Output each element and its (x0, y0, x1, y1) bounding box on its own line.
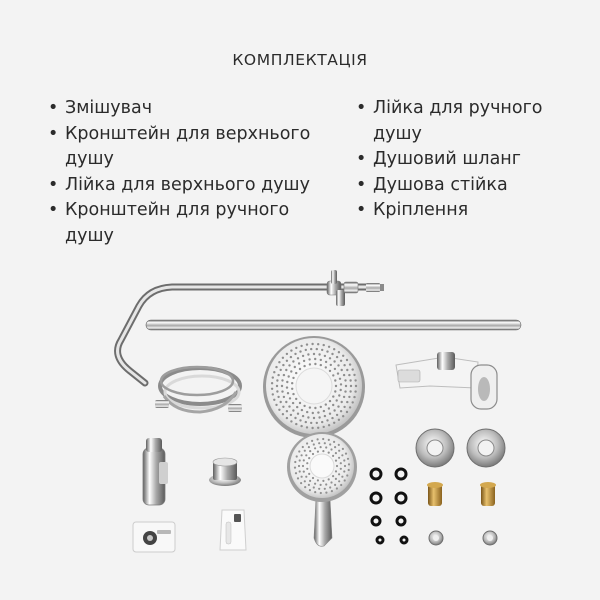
nozzle-dot (328, 424, 330, 426)
nozzle-dot (332, 455, 334, 457)
nozzle-dot (294, 366, 296, 368)
nozzle-dot (313, 443, 315, 445)
small-nuts-image (429, 531, 497, 545)
nozzle-dot (283, 396, 285, 398)
nozzle-dot (320, 406, 322, 408)
nozzle-dot (314, 447, 316, 449)
nozzle-dot (325, 483, 327, 485)
nozzle-dot (306, 468, 308, 470)
package-item-hose: • Душовий шланг (356, 147, 566, 173)
nozzle-dot (349, 363, 351, 365)
nozzle-dot (295, 398, 297, 400)
nozzle-dot (333, 348, 335, 350)
nozzle-dot (314, 483, 316, 485)
package-item-rail: • Душова стійка (356, 173, 566, 199)
nozzle-dot (344, 379, 346, 381)
nozzle-dot (282, 364, 284, 366)
nozzle-dot (297, 357, 299, 359)
nozzle-dot (286, 353, 288, 355)
nozzle-dot (314, 363, 316, 365)
nozzle-dot (324, 442, 326, 444)
nozzle-dot (349, 390, 351, 392)
nozzle-dot (341, 401, 343, 403)
nozzle-dot (313, 486, 315, 488)
wall-flange-image (209, 458, 241, 486)
nozzle-dot (331, 353, 333, 355)
nozzle-dot (301, 409, 303, 411)
nozzle-dot (300, 425, 302, 427)
nozzle-dot (275, 404, 277, 406)
nozzle-dot (318, 416, 320, 418)
nozzle-dot (342, 415, 344, 417)
nozzle-dot (299, 402, 301, 404)
nozzle-dot (281, 379, 283, 381)
chrome-rings-image (416, 429, 505, 467)
nozzle-dot (337, 405, 339, 407)
nozzle-dot (348, 374, 350, 376)
nozzle-dot (271, 382, 273, 384)
nozzle-dot (292, 360, 294, 362)
nozzle-dot (345, 385, 347, 387)
nozzle-dot (298, 362, 300, 364)
nozzle-dot (329, 370, 331, 372)
nozzle-dot (317, 343, 319, 345)
nozzle-dot (292, 409, 294, 411)
nozzle-dot (305, 421, 307, 423)
nozzle-dot (317, 479, 319, 481)
nozzle-dot (309, 406, 311, 408)
nozzle-dot (340, 462, 342, 464)
package-item-overhead-head: • Лійка для верхнього душу (48, 173, 328, 199)
nozzle-dot (340, 389, 342, 391)
nozzle-dot (295, 372, 297, 374)
nozzle-dot (323, 426, 325, 428)
nozzle-dot (282, 406, 284, 408)
nozzle-dot (308, 446, 310, 448)
nozzle-dot (275, 366, 277, 368)
nozzle-dot (307, 353, 309, 355)
nozzle-dot (290, 420, 292, 422)
nozzle-dot (271, 388, 273, 390)
nozzle-dot (300, 345, 302, 347)
nozzle-dot (286, 417, 288, 419)
nozzle-dot (338, 473, 340, 475)
nozzle-dot (320, 364, 322, 366)
nozzle-dot (340, 360, 342, 362)
nozzle-dot (313, 353, 315, 355)
nozzle-dot (296, 455, 298, 457)
nozzle-dot (338, 419, 340, 421)
nozzle-dot (328, 407, 330, 409)
nozzle-dot (334, 484, 336, 486)
nozzle-dot (280, 401, 282, 403)
nozzle-dot (335, 452, 337, 454)
nozzle-dot (294, 417, 296, 419)
nozzle-dot (286, 386, 288, 388)
nozzle-dot (340, 484, 342, 486)
nozzle-dot (343, 406, 345, 408)
nozzle-dot (309, 363, 311, 365)
nozzle-dot (306, 426, 308, 428)
nozzle-dot (278, 409, 280, 411)
nozzle-dot (336, 414, 338, 416)
nozzle-dot (346, 359, 348, 361)
nozzle-dot (316, 348, 318, 350)
nozzle-dot (343, 459, 345, 461)
nozzle-dot (297, 413, 299, 415)
nozzle-dot (289, 397, 291, 399)
nozzle-dot (340, 383, 342, 385)
nozzle-dot (272, 376, 274, 378)
nozzle-dot (348, 396, 350, 398)
nozzle-dot (325, 446, 327, 448)
nozzle-dot (292, 377, 294, 379)
nozzle-dot (335, 478, 337, 480)
nozzle-dot (326, 419, 328, 421)
nozzle-dot (335, 460, 337, 462)
nozzle-dot (303, 365, 305, 367)
nozzle-dot (353, 374, 355, 376)
nozzle-dot (303, 459, 305, 461)
nozzle-dot (348, 469, 350, 471)
nozzle-dot (332, 475, 334, 477)
nozzle-dot (305, 454, 307, 456)
nozzle-dot (306, 343, 308, 345)
nozzle-dot (303, 471, 305, 473)
nozzle-dot (329, 357, 331, 359)
nozzle-dot (322, 480, 324, 482)
nozzle-dot (341, 369, 343, 371)
nozzle-dot (314, 491, 316, 493)
nozzle-dot (318, 353, 320, 355)
nozzle-dot (292, 402, 294, 404)
nozzle-dot (323, 344, 325, 346)
nozzle-dot (299, 419, 301, 421)
nozzle-dot (273, 399, 275, 401)
nozzle-dot (297, 477, 299, 479)
nozzle-dot (303, 405, 305, 407)
nozzle-dot (341, 454, 343, 456)
nozzle-dot (330, 364, 332, 366)
nozzle-dot (317, 427, 319, 429)
brass-fittings-image (427, 482, 496, 506)
nozzle-dot (348, 463, 350, 465)
nozzle-dot (329, 413, 331, 415)
nozzle-dot (354, 390, 356, 392)
nozzle-dot (329, 486, 331, 488)
nozzle-dot (343, 364, 345, 366)
nozzle-dot (273, 371, 275, 373)
nozzle-dot (282, 357, 284, 359)
nozzle-dot (320, 359, 322, 361)
nozzle-dot (308, 484, 310, 486)
nozzle-dot (345, 453, 347, 455)
nozzle-dot (278, 361, 280, 363)
nozzle-dot (328, 478, 330, 480)
nozzle-dot (316, 422, 318, 424)
nozzle-dot (324, 415, 326, 417)
nozzle-dot (337, 364, 339, 366)
nozzle-dot (302, 465, 304, 467)
nozzle-dot (302, 446, 304, 448)
nozzle-dot (310, 348, 312, 350)
nozzle-dot (328, 452, 330, 454)
nozzle-dot (333, 360, 335, 362)
nozzle-dot (338, 444, 340, 446)
nozzle-dot (352, 368, 354, 370)
nozzle-dot (355, 385, 357, 387)
nozzle-dot (325, 361, 327, 363)
nozzle-dot (336, 356, 338, 358)
nozzle-dot (303, 360, 305, 362)
nozzle-dot (317, 451, 319, 453)
section-title: КОМПЛЕКТАЦІЯ (232, 51, 368, 69)
nozzle-dot (325, 492, 327, 494)
nozzle-dot (288, 405, 290, 407)
nozzle-dot (332, 374, 334, 376)
nozzle-dot (304, 480, 306, 482)
nozzle-dot (328, 439, 330, 441)
nozzle-dot (299, 470, 301, 472)
nozzle-dot (354, 379, 356, 381)
nozzle-dot (295, 347, 297, 349)
nozzle-dot (332, 395, 334, 397)
nozzle-dot (280, 369, 282, 371)
nozzle-dot (299, 459, 301, 461)
dowels-bag-image (220, 510, 246, 550)
nozzle-dot (285, 369, 287, 371)
nozzle-dot (330, 481, 332, 483)
nozzle-dot (332, 404, 334, 406)
nozzle-dot (294, 353, 296, 355)
nozzle-dot (325, 403, 327, 405)
nozzle-dot (286, 381, 288, 383)
nozzle-dot (342, 448, 344, 450)
mixer-image (396, 352, 497, 409)
nozzle-dot (338, 450, 340, 452)
nozzle-dot (334, 379, 336, 381)
nozzle-dot (334, 390, 336, 392)
nozzle-dot (343, 396, 345, 398)
nozzle-dot (309, 480, 311, 482)
nozzle-dot (301, 454, 303, 456)
nozzle-dot (288, 364, 290, 366)
nozzle-dot (296, 406, 298, 408)
nozzle-dot (276, 390, 278, 392)
nozzle-dot (346, 474, 348, 476)
package-item-mixer: • Змішувач (48, 96, 328, 122)
nozzle-dot (337, 372, 339, 374)
nozzle-dot (290, 370, 292, 372)
nozzle-dot (320, 492, 322, 494)
nozzle-dot (305, 349, 307, 351)
nozzle-dot (330, 448, 332, 450)
nozzle-dot (298, 450, 300, 452)
nozzle-dot (347, 458, 349, 460)
nozzle-dot (305, 476, 307, 478)
package-item-hand-shower: • Лійка для ручного душу (356, 96, 566, 147)
shower-rail-image (146, 320, 521, 330)
nozzle-dot (287, 392, 289, 394)
nozzle-dot (308, 358, 310, 360)
nozzle-dot (276, 385, 278, 387)
nozzle-dot (295, 423, 297, 425)
nozzle-dot (298, 465, 300, 467)
nozzle-dot (346, 401, 348, 403)
nozzle-dot (344, 479, 346, 481)
nozzle-dot (314, 358, 316, 360)
nozzle-dot (343, 470, 345, 472)
nozzle-dot (317, 438, 319, 440)
nozzle-dot (350, 385, 352, 387)
nozzle-dot (308, 457, 310, 459)
nozzle-dot (304, 486, 306, 488)
nozzle-dot (286, 410, 288, 412)
nozzle-dot (313, 417, 315, 419)
nozzle-dot (329, 443, 331, 445)
shower-hose-image (155, 367, 242, 412)
hand-shower-image (287, 432, 357, 546)
nozzle-dot (312, 477, 314, 479)
nozzle-dot (346, 369, 348, 371)
nozzle-dot (338, 457, 340, 459)
nozzle-dot (311, 343, 313, 345)
nozzle-dot (294, 467, 296, 469)
nozzle-dot (342, 355, 344, 357)
nozzle-dot (336, 487, 338, 489)
nozzle-dot (335, 470, 337, 472)
nozzle-dot (339, 378, 341, 380)
nozzle-dot (277, 396, 279, 398)
nozzle-dot (308, 473, 310, 475)
nozzle-dot (329, 400, 331, 402)
nozzle-dot (277, 374, 279, 376)
nozzle-dot (323, 410, 325, 412)
nozzle-dot (326, 350, 328, 352)
nozzle-dot (309, 450, 311, 452)
nozzle-dot (306, 411, 308, 413)
nozzle-dot (281, 390, 283, 392)
package-item-overhead-bracket: • Кронштейн для верхнього душу (48, 122, 328, 173)
nozzle-dot (341, 476, 343, 478)
nozzle-dot (282, 413, 284, 415)
package-item-hand-bracket: • Кронштейн для ручного душу (48, 198, 328, 249)
hand-bracket-image (143, 438, 168, 505)
nozzle-dot (285, 401, 287, 403)
nozzle-dot (340, 410, 342, 412)
nozzle-dot (307, 416, 309, 418)
nozzle-dot (346, 411, 348, 413)
nozzle-dot (334, 446, 336, 448)
nozzle-dot (318, 488, 320, 490)
nozzle-dot (336, 399, 338, 401)
nozzle-dot (291, 388, 293, 390)
nozzle-dot (294, 461, 296, 463)
nozzle-dot (333, 422, 335, 424)
nozzle-dot (306, 462, 308, 464)
nozzle-dot (343, 374, 345, 376)
nozzle-dot (338, 480, 340, 482)
nozzle-dot (309, 489, 311, 491)
nozzle-dot (311, 440, 313, 442)
nozzle-dot (340, 468, 342, 470)
nozzle-dot (324, 355, 326, 357)
nozzle-dot (338, 351, 340, 353)
nozzle-dot (300, 482, 302, 484)
nozzle-dot (291, 382, 293, 384)
nozzle-dot (320, 484, 322, 486)
nozzle-dot (321, 349, 323, 351)
nozzle-dot (349, 379, 351, 381)
nozzle-dot (306, 442, 308, 444)
nozzle-dot (317, 411, 319, 413)
screws-bag-image (133, 522, 175, 552)
nozzle-dot (328, 346, 330, 348)
nozzle-dot (312, 453, 314, 455)
overhead-shower-head-image (263, 336, 365, 438)
nozzle-dot (320, 446, 322, 448)
nozzle-dot (283, 374, 285, 376)
nozzle-dot (272, 393, 274, 395)
nozzle-dot (353, 396, 355, 398)
nozzle-dot (311, 427, 313, 429)
nozzle-dot (286, 360, 288, 362)
nozzle-dot (314, 407, 316, 409)
washers-image (371, 469, 407, 543)
nozzle-dot (352, 401, 354, 403)
nozzle-dot (295, 472, 297, 474)
nozzle-dot (302, 355, 304, 357)
nozzle-dot (276, 379, 278, 381)
nozzle-dot (288, 375, 290, 377)
nozzle-dot (331, 417, 333, 419)
nozzle-dot (318, 442, 320, 444)
nozzle-dot (312, 412, 314, 414)
nozzle-dot (301, 476, 303, 478)
nozzle-dot (299, 368, 301, 370)
nozzle-dot (349, 406, 351, 408)
nozzle-dot (344, 465, 346, 467)
nozzle-dot (290, 356, 292, 358)
nozzle-dot (322, 438, 324, 440)
nozzle-dot (324, 488, 326, 490)
nozzle-dot (338, 394, 340, 396)
package-item-fasteners: • Кріплення (356, 198, 566, 224)
nozzle-dot (304, 450, 306, 452)
nozzle-dot (299, 350, 301, 352)
nozzle-dot (281, 385, 283, 387)
nozzle-dot (333, 441, 335, 443)
nozzle-dot (334, 368, 336, 370)
nozzle-dot (290, 349, 292, 351)
nozzle-dot (310, 422, 312, 424)
nozzle-dot (325, 366, 327, 368)
nozzle-dot (290, 414, 292, 416)
nozzle-dot (333, 409, 335, 411)
nozzle-dot (336, 465, 338, 467)
nozzle-dot (322, 450, 324, 452)
nozzle-dot (335, 385, 337, 387)
nozzle-dot (331, 490, 333, 492)
nozzle-dot (344, 390, 346, 392)
nozzle-dot (302, 415, 304, 417)
nozzle-dot (292, 393, 294, 395)
nozzle-dot (321, 421, 323, 423)
